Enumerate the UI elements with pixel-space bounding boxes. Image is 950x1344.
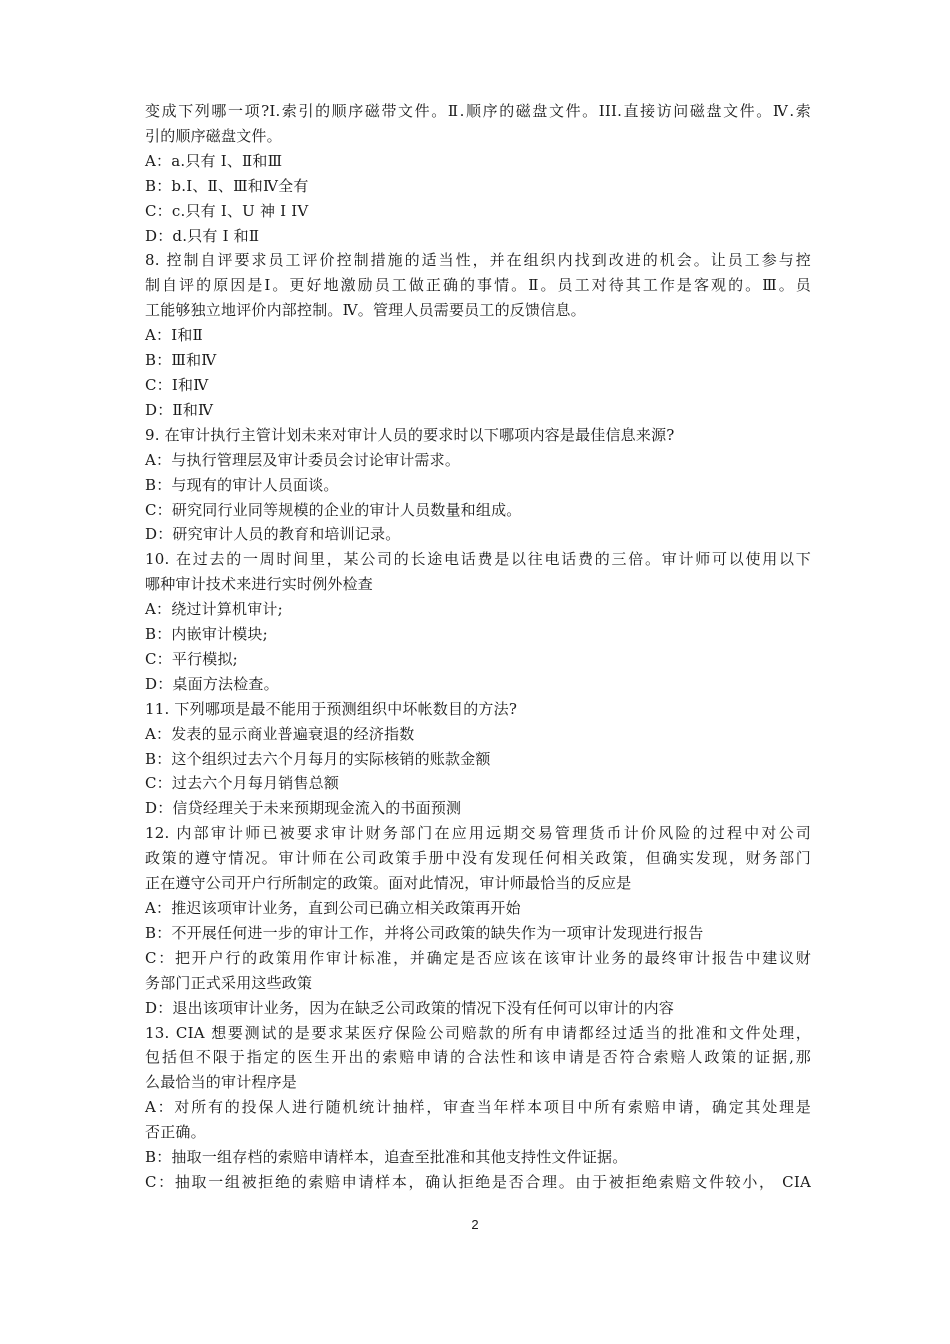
text-line: 务部门正式采用这些政策 (145, 973, 313, 992)
option-a: A：Ⅰ和Ⅱ (145, 326, 203, 345)
option-c: C：Ⅰ和Ⅳ (145, 375, 209, 394)
option-c: C：把开户行的政策用作审计标准，并确定是否应该在该审计业务的最终审计报告中建议财 (145, 948, 811, 967)
text-line: 工能够独立地评价内部控制。Ⅳ。管理人员需要员工的反馈信息。 (145, 301, 586, 320)
option-d: D：Ⅱ和Ⅳ (145, 400, 214, 419)
question-8: 8. 控制自评要求员工评价控制措施的适当性，并在组织内找到改进的机会。让员工参与控 (145, 251, 811, 270)
option-c: C：c.只有 I、U 神 I IV (145, 201, 309, 220)
option-c: C：研究同行业同等规模的企业的审计人员数量和组成。 (145, 500, 522, 519)
option-b: B：Ⅲ和Ⅳ (145, 351, 217, 370)
document-body (145, 99, 811, 1195)
page-number: 2 (471, 1217, 479, 1232)
option-b: B：这个组织过去六个月每月的实际核销的账款金额 (145, 749, 491, 768)
option-c: C：抽取一组被拒绝的索赔申请样本，确认拒绝是否合理。由于被拒绝索赔文件较小， CIA (145, 1172, 811, 1191)
text-line: 引的顺序磁盘文件。 (145, 126, 282, 145)
option-a: A：对所有的投保人进行随机统计抽样，审查当年样本项目中所有索赔申请，确定其处理是 (145, 1098, 811, 1117)
question-10: 10. 在过去的一周时间里，某公司的长途电话费是以往电话费的三倍。审计师可以使用以下 (145, 550, 811, 569)
option-a: A：推迟该项审计业务，直到公司已确立相关政策再开始 (145, 899, 521, 917)
text-line: 政策的遵守情况。审计师在公司政策手册中没有发现任何相关政策，但确实发现，财务部门 (145, 849, 811, 868)
text-line: 包括但不限于指定的医生开出的索赔申请的合法性和该申请是否符合索赔人政策的证据,那 (145, 1048, 811, 1067)
option-b: B：不开展任何进一步的审计工作，并将公司政策的缺失作为一项审计发现进行报告 (145, 923, 704, 942)
question-9: 9. 在审计执行主管计划未来对审计人员的要求时以下哪项内容是最佳信息来源? (145, 425, 675, 444)
option-d: D：桌面方法检查。 (145, 674, 279, 693)
option-d: D：d.只有 I 和Ⅱ (145, 226, 260, 245)
option-d: D：退出该项审计业务，因为在缺乏公司政策的情况下没有任何可以审计的内容 (145, 998, 675, 1017)
option-a: A：a.只有 I、Ⅱ和Ⅲ (145, 151, 283, 170)
text-line: 否正确。 (145, 1123, 206, 1142)
option-d: D：信贷经理关于未来预期现金流入的书面预测 (145, 799, 462, 818)
option-a: A：发表的显示商业普遍衰退的经济指数 (145, 724, 415, 743)
question-12: 12. 内部审计师已被要求审计财务部门在应用远期交易管理货币计价风险的过程中对公司 (145, 824, 811, 843)
question-11: 11. 下列哪项是最不能用于预测组织中坏帐数目的方法? (145, 699, 518, 718)
option-c: C：平行模拟; (145, 649, 238, 668)
text-line: 么最恰当的审计程序是 (145, 1073, 298, 1092)
question-13: 13. CIA 想要测试的是要求某医疗保险公司赔款的所有申请都经过适当的批准和文件处理， (145, 1023, 811, 1042)
text-line: 变成下列哪一项?I.索引的顺序磁带文件。Ⅱ.顺序的磁盘文件。III.直接访问磁盘文件。Ⅳ.索 (145, 102, 811, 120)
option-c: C：过去六个月每月销售总额 (145, 774, 340, 793)
option-a: A：与执行管理层及审计委员会讨论审计需求。 (145, 450, 461, 469)
text-line: 制自评的原因是Ⅰ。更好地激励员工做正确的事情。Ⅱ。员工对待其工作是客观的。Ⅲ。员 (145, 276, 811, 295)
option-b: B：内嵌审计模块; (145, 625, 268, 644)
text-line: 正在遵守公司开户行所制定的政策。面对此情况，审计师最恰当的反应是 (145, 874, 632, 893)
text-line: 哪种审计技术来进行实时例外检查 (145, 575, 374, 594)
option-b: B：与现有的审计人员面谈。 (145, 475, 339, 494)
option-b: B：抽取一组存档的索赔申请样本，追查至批准和其他支持性文件证据。 (145, 1148, 628, 1167)
option-a: A：绕过计算机审计; (145, 600, 283, 619)
option-d: D：研究审计人员的教育和培训记录。 (145, 525, 401, 544)
option-b: B：b.I、Ⅱ、Ⅲ和Ⅳ全有 (145, 176, 309, 195)
